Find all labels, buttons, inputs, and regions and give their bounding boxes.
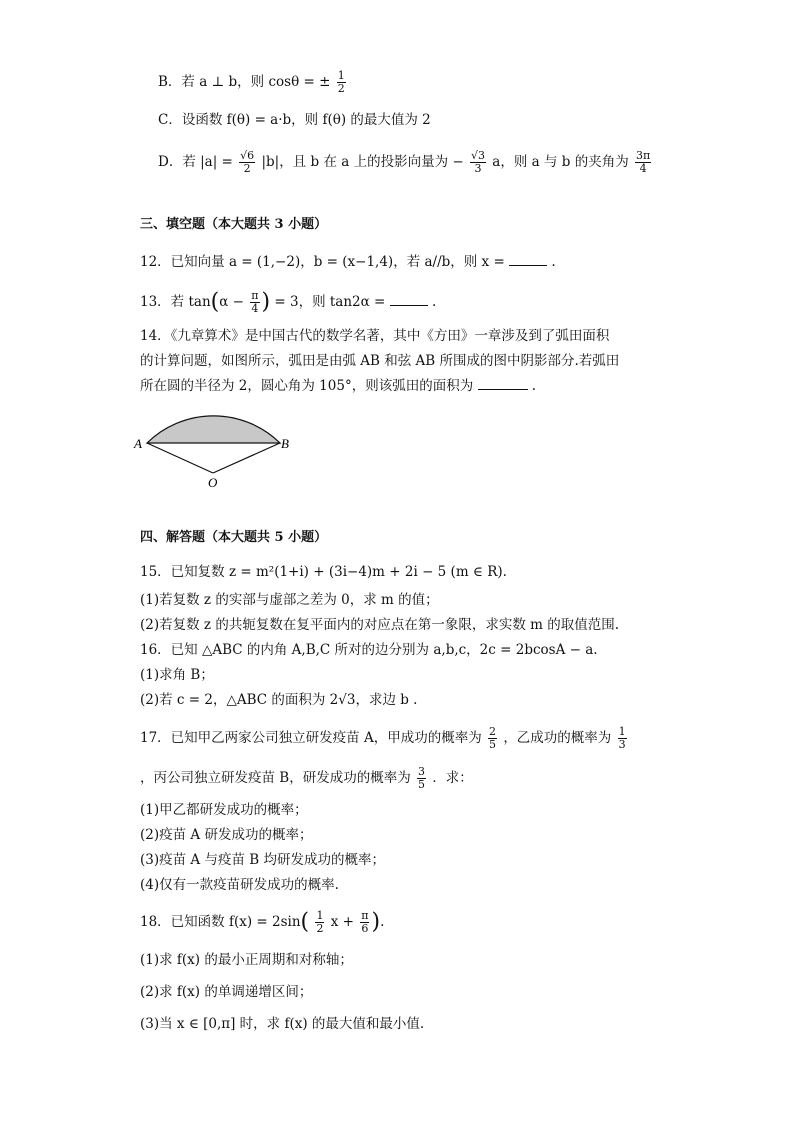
question-12: 12．已知向量 a = (1,−2)，b = (x−1,4)，若 a//b，则 x = . [140, 254, 556, 270]
question-15-part1: (1)若复数 z 的实部与虚部之差为 0，求 m 的值； [140, 592, 439, 608]
fraction: $\frac{\pi}{6}$ [361, 909, 369, 935]
section-heading-solutions: 四、解答题（本大题共 5 小题） [140, 530, 328, 545]
question-17-part1: (1)甲乙都研发成功的概率； [140, 802, 308, 818]
fraction: $\frac{√3}{3}$ [470, 149, 485, 175]
radius-ob [213, 443, 280, 473]
arc-field-figure [130, 385, 300, 495]
question-17-cont: ，丙公司独立研发疫苗 B，研发成功的概率为 $\frac{3}{5}$ ．求： [140, 765, 473, 791]
fraction: $\frac{\pi}{4}$ [251, 289, 259, 315]
label-b: B [281, 436, 289, 451]
question-16: 16．已知 △ABC 的内角 A,B,C 所对的边分别为 a,b,c，2c = 2bcosA − a. [140, 642, 598, 658]
question-14-line3: 所在圆的半径为 2，圆心角为 105°，则该弧田的面积为 . [140, 378, 537, 394]
fraction: $\frac{1}{2}$ [337, 69, 345, 95]
question-16-part2: (2)若 c = 2，△ABC 的面积为 2√3，求边 b . [140, 692, 418, 708]
question-16-part1: (1)求角 B； [140, 667, 214, 683]
fraction: $\frac{2}{5}$ [489, 725, 497, 751]
answer-blank [390, 293, 428, 306]
section-heading-fill-in: 三、填空题（本大题共 3 小题） [140, 217, 328, 232]
question-17-part3: (3)疫苗 A 与疫苗 B 均研发成功的概率； [140, 852, 385, 868]
question-17-part4: (4)仅有一款疫苗研发成功的概率. [140, 877, 339, 893]
radius-oa [147, 443, 213, 473]
option-c: C．设函数 f(θ) = a·b，则 f(θ) 的最大值为 2 [158, 112, 431, 128]
fraction: $\frac{3\pi}{4}$ [636, 149, 651, 175]
question-18-part2: (2)求 f(x) 的单调递增区间； [140, 984, 313, 1000]
label-o: O [208, 475, 218, 490]
option-b [158, 70, 348, 95]
fraction: $\frac{3}{5}$ [418, 765, 426, 791]
question-17-part2: (2)疫苗 A 研发成功的概率； [140, 827, 313, 843]
question-17: 17．已知甲乙两家公司独立研发疫苗 A，甲成功的概率为 $\frac{2}{5}$ ，乙成功的概率为 $\frac{1}{3}$ [140, 725, 626, 751]
fraction: $\frac{1}{2}$ [316, 909, 324, 935]
option-b-text: B．若 a ⊥ b，则 cosθ = ± [158, 74, 331, 90]
question-14-line2: 的计算问题，如图所示，弧田是由弧 AB 和弦 AB 所围成的图中阴影部分.若弧田 [140, 353, 620, 369]
question-18-part3: (3)当 x ∈ [0,π] 时，求 f(x) 的最大值和最小值. [140, 1016, 425, 1032]
question-18: 18．已知函数 f(x) = 2sin( $\frac{1}{2}$ x + $\frac{\pi}{6}$ ). [140, 909, 385, 935]
question-14-line1: 14．《九章算术》是中国古代的数学名著，其中《方田》一章涉及到了弧田面积 [140, 328, 610, 344]
question-18-part1: (1)求 f(x) 的最小正周期和对称轴； [140, 952, 353, 968]
option-d: D．若 |a| = $\frac{√6}{2}$ |b|，且 b 在 a 上的投影向量为 − $\frac{√3}{3}$ a，则 a 与 b 的夹角为 $\frac{3\pi}{4}$ [158, 149, 651, 175]
question-13: 13．若 tan(α − $\frac{\pi}{4}$ ) = 3，则 tan2α = . [140, 289, 437, 315]
answer-blank [478, 377, 528, 390]
question-15: 15．已知复数 z = m²(1+i) + (3i−4)m + 2i − 5 (m ∈ R). [140, 564, 507, 580]
answer-blank [509, 253, 547, 266]
fraction: $\frac{√6}{2}$ [240, 149, 255, 175]
question-15-part2: (2)若复数 z 的共轭复数在复平面内的对应点在第一象限，求实数 m 的取值范围. [140, 617, 619, 633]
shaded-segment [147, 416, 280, 443]
fraction: $\frac{1}{3}$ [618, 725, 626, 751]
label-a: A [134, 436, 142, 451]
